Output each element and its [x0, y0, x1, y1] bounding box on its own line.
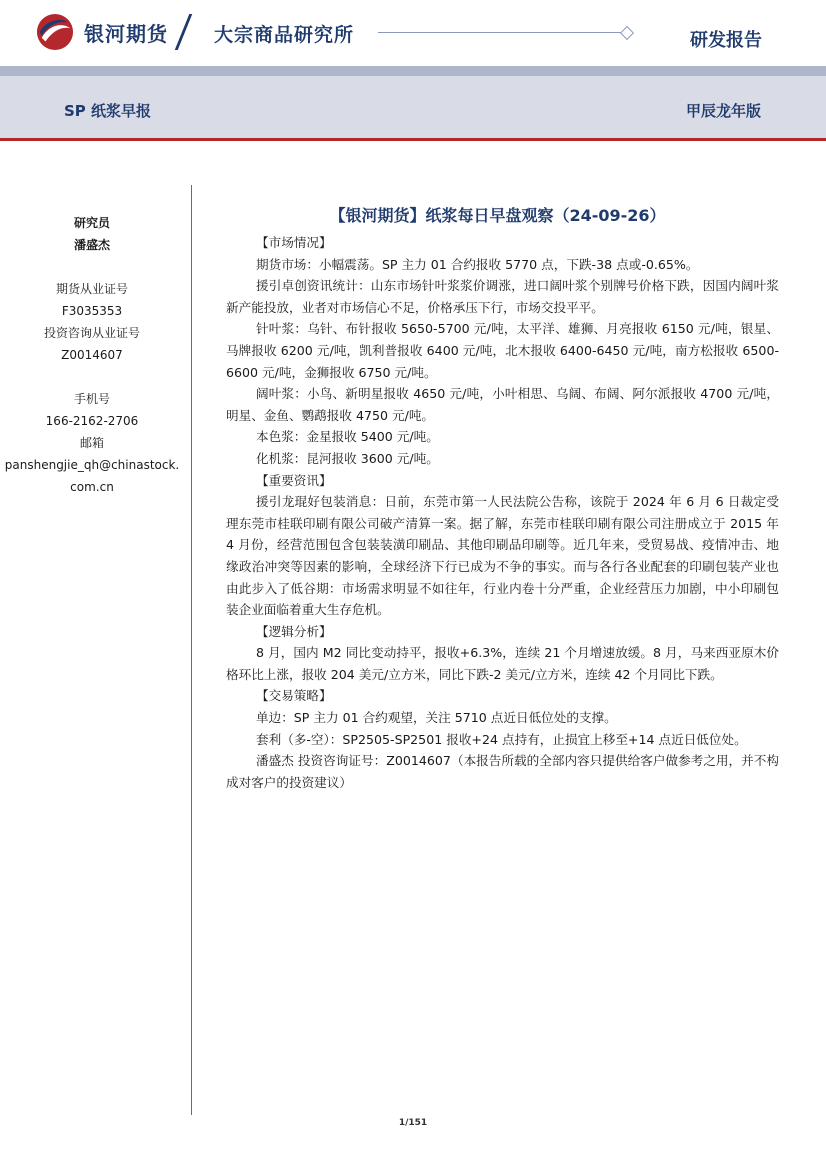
author-sidebar: [0, 212, 184, 498]
paragraph: 针叶浆：乌针、布针报收 5650-5700 元/吨，太平洋、雄狮、月亮报收 6150 元/吨，银星、马牌报收 6200 元/吨，凯利普报收 6400 元/吨，北木报收 6400-6450 元/吨，南方松报收 6500-6600 元/吨，金狮报收 6750 元/吨。: [226, 321, 779, 380]
paragraph: 单边：SP 主力 01 合约观望，关注 5710 点近日低位处的支撑。: [256, 710, 617, 726]
section-news: [226, 470, 779, 621]
author-role: 研究员: [73, 216, 110, 230]
report-header: [0, 0, 826, 66]
phone-number: 166-2162-2706: [45, 414, 139, 428]
author-name: 潘盛杰: [73, 238, 110, 252]
galaxy-logo-icon: [36, 13, 74, 51]
phone-label: 手机号: [73, 392, 110, 406]
report-body: [226, 200, 779, 793]
paragraph: 援引卓创资讯统计：山东市场针叶浆浆价调涨，进口阔叶浆个别牌号价格下跌，因国内阔叶浆新产能投放，业者对市场信心不足，价格承压下行，市场交投平平。: [226, 278, 779, 315]
section-strategy: [226, 685, 779, 793]
header-band: [0, 66, 826, 76]
institute-name: 大宗商品研究所: [214, 24, 355, 46]
diamond-icon: [620, 26, 634, 40]
license-number: F3035353: [61, 304, 123, 318]
paragraph: 8 月，国内 M2 同比变动持平，报收+6.3%，连续 21 个月增速放缓。8 月，马来西亚原木价格环比上涨，报收 204 美元/立方米，同比下跌-2 美元/立方米，连续 42 个月同比下跌。: [226, 645, 779, 682]
section-heading: 【交易策略】: [256, 688, 332, 704]
paragraph: 套利（多-空）：SP2505-SP2501 报收+24 点持有，止损宜上移至+14 点近日低位处。: [256, 731, 747, 747]
paragraph: 期货市场：小幅震荡。SP 主力 01 合约报收 5770 点，下跌-38 点或-0.65%。: [256, 256, 699, 272]
report-title: 【银河期货】纸浆每日早盘观察（24-09-26）: [329, 206, 666, 225]
company-name: 银河期货: [84, 22, 168, 46]
section-market: [226, 232, 779, 470]
paragraph: 潘盛杰 投资咨询证号：Z0014607（本报告所载的全部内容只提供给客户做参考之用，并不构成对客户的投资建议）: [226, 753, 779, 790]
header-rule: [378, 32, 626, 33]
consult-label: 投资咨询从业证号: [43, 326, 140, 340]
column-divider: [191, 185, 192, 1115]
email-label: 邮箱: [79, 436, 104, 450]
edition-label: 甲辰龙年版: [686, 102, 762, 120]
email-address-line2: com.cn: [70, 480, 114, 494]
consult-number: Z0014607: [61, 348, 123, 362]
paragraph: 援引龙琨好包装消息：日前，东莞市第一人民法院公告称，该院于 2024 年 6 月 6 日裁定受理东莞市桂联印刷有限公司破产清算一案。据了解，东莞市桂联印刷有限公司注册成立于 2015 年 4 月份，经营范围包含包装装潢印刷品、其他印刷品印刷等。近几年来，受贸易战、疫情冲击、地缘政治冲突等因素的影响，全球经济下行已成为不争的事实。而与各行各业配套的印刷包装产业也由此步入了低谷期：市场需求明显不如往年，行业内卷十分严重，企业经营压力加剧，中小印刷包装企业面临着重大生存危机。: [226, 494, 779, 618]
license-label: 期货从业证号: [55, 282, 128, 296]
section-heading: 【重要资讯】: [256, 472, 332, 488]
report-type: 研发报告: [690, 30, 762, 51]
paragraph: 化机浆：昆河报收 3600 元/吨。: [256, 450, 439, 466]
header-red-rule: [0, 138, 826, 141]
section-analysis: [226, 621, 779, 686]
page-number: 1/151: [398, 1118, 428, 1128]
email-address-line1: panshengjie_qh@chinastock.: [4, 458, 180, 472]
paragraph: 本色浆：金星报收 5400 元/吨。: [256, 429, 439, 445]
section-heading: 【逻辑分析】: [256, 623, 332, 639]
paragraph: 阔叶浆：小鸟、新明星报收 4650 元/吨，小叶相思、乌阔、布阔、阿尔派报收 4700 元/吨，明星、金鱼、鹦鹉报收 4750 元/吨。: [226, 386, 779, 423]
section-heading: 【市场情况】: [256, 235, 332, 250]
report-series: SP 纸浆早报: [64, 102, 152, 120]
header-slash: [175, 14, 193, 50]
